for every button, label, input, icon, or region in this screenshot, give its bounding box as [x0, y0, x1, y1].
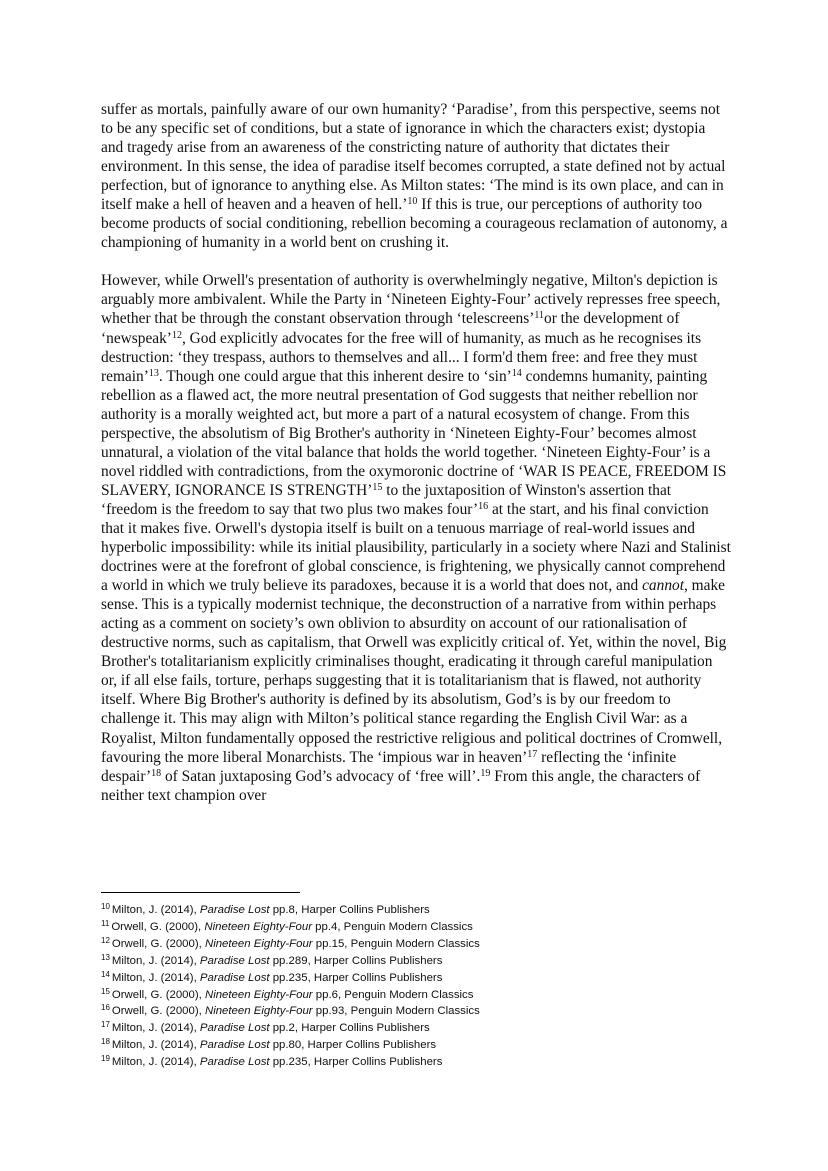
paragraph-2 — [101, 271, 731, 804]
footnote-ref[interactable]: 15 — [372, 481, 383, 493]
footnote-item — [101, 919, 721, 936]
footnote-ref[interactable]: 19 — [480, 767, 491, 779]
paragraph-text: reflecting the ‘infinite despair’ — [101, 748, 677, 785]
footnote-number: 13 — [101, 952, 110, 962]
footnote-author: Milton, J. (2014), — [111, 1022, 200, 1035]
footnote-details: pp.235, Harper Collins Publishers — [269, 971, 443, 984]
footnote-ref[interactable]: 11 — [534, 310, 545, 322]
footnote-ref[interactable]: 17 — [527, 748, 538, 760]
footnote-author: Orwell, G. (2000), — [111, 1005, 205, 1018]
footnote-item — [101, 1003, 721, 1020]
paragraph-text: However, while Orwell's presentation of authority is overwhelmingly negative, Milton's depiction is arguably more ambivalent. While the Party in ‘Nineteen Eighty-Four’ actively represses free speech, whether that be through the constant observation through ‘telescreens’ — [101, 272, 721, 328]
paragraph-text: , make sense. This is a typically modernist technique, the deconstruction of a narrative from within perhaps acting as a comment on society’s own oblivion to absurdity on account of our rationalisation of destructive norms, such as capitalism, that Orwell was explicitly critical of. Yet, within the novel, Big Brother's totalitarianism explicitly criminalises thought, eradicating it through careful manipulation or, if all else fails, torture, perhaps suggesting that it is totalitarianism that is flawed, not authority itself. Where Big Brother's authority is defined by its absolutism, God’s is by our freedom to challenge it. This may align with Milton’s political stance regarding the English Civil War: as a Royalist, Milton fundamentally opposed the restrictive religious and political doctrines of Cromwell, favouring the more liberal Monarchists. The ‘impious war in heaven’ — [101, 577, 727, 766]
footnote-author: Milton, J. (2014), — [111, 971, 200, 984]
footnote-title: Paradise Lost — [199, 1039, 270, 1052]
footnote-author: Orwell, G. (2000), — [111, 920, 205, 933]
paragraph-text: From this angle, the characters of neither text champion over — [101, 767, 701, 804]
footnote-item — [101, 953, 721, 970]
footnote-item — [101, 970, 721, 987]
paragraph-text: , God explicitly advocates for the free will of humanity, as much as he recognises its destruction: ‘they trespass, authors to themselves and all... I form'd them free: and free they must remain’ — [101, 329, 702, 385]
footnote-details: pp.93, Penguin Modern Classics — [312, 1005, 480, 1018]
footnote-number: 10 — [101, 902, 110, 911]
footnote-author: Milton, J. (2014), — [111, 954, 200, 967]
paragraph-text: condemns humanity, painting rebellion as a flawed act, the more neutral presentation of God suggests that neither rebellion nor authority is a morally weighted act, but more a part of a natural ecosystem of change. From this perspective, the absolutism of Big Brother's authority in ‘Nineteen Eighty-Four’ becomes almost unnatural, a violation of the vital balance that holds the world together. ‘Nineteen Eighty-Four’ is a novel riddled with contradictions, from the oxymoronic doctrine of ‘WAR IS PEACE, FREEDOM IS SLAVERY, IGNORANCE IS STRENGTH’ — [101, 367, 727, 499]
footnote-title: Nineteen Eighty-Four — [204, 988, 313, 1001]
emphasis-text: cannot — [642, 577, 684, 595]
footnotes — [101, 902, 721, 1071]
paragraph-text: of Satan juxtaposing God’s advocacy of ‘free will’. — [161, 767, 481, 785]
footnote-item — [101, 1020, 721, 1037]
footnote-number: 17 — [101, 1020, 110, 1030]
footnote-number: 16 — [101, 1003, 110, 1013]
footnote-details: pp.4, Penguin Modern Classics — [312, 920, 473, 933]
paragraph-text: . Though one could argue that this inherent desire to ‘sin’ — [158, 367, 512, 385]
footnote-number: 18 — [101, 1037, 110, 1047]
footnote-number: 19 — [101, 1054, 110, 1064]
footnote-title: Nineteen Eighty-Four — [204, 937, 313, 950]
footnote-number: 15 — [101, 986, 110, 996]
footnote-number: 11 — [101, 918, 110, 928]
footnote-ref[interactable]: 16 — [478, 500, 489, 512]
footnote-author: Orwell, G. (2000), — [111, 988, 205, 1001]
body-text — [101, 100, 731, 805]
footnote-details: pp.235, Harper Collins Publishers — [269, 1056, 443, 1069]
footnote-title: Paradise Lost — [199, 1056, 270, 1069]
footnote-title: Paradise Lost — [199, 904, 270, 916]
footnote-author: Orwell, G. (2000), — [111, 937, 205, 950]
footnote-author: Milton, J. (2014), — [111, 1056, 200, 1069]
footnote-author: Milton, J. (2014), — [111, 904, 200, 916]
footnote-separator — [101, 892, 300, 893]
footnote-title: Paradise Lost — [199, 971, 270, 984]
footnote-item — [101, 936, 721, 953]
footnote-ref[interactable]: 14 — [511, 367, 522, 379]
footnote-title: Paradise Lost — [199, 1022, 270, 1035]
footnote-details: pp.8, Harper Collins Publishers — [269, 904, 430, 916]
footnote-author: Milton, J. (2014), — [111, 1039, 200, 1052]
footnote-ref[interactable]: 10 — [407, 196, 418, 208]
footnote-ref[interactable]: 18 — [151, 767, 162, 779]
paragraph-text: to the juxtaposition of Winston's assertion that ‘freedom is the freedom to say that two plus two makes four’ — [101, 481, 672, 518]
paragraph-text: suffer as mortals, painfully aware of our own humanity? ‘Paradise’, from this perspective, seems not to be any specific set of conditions, but a state of ignorance in which the characters exist; dystopia and tragedy arise from an awareness of the constricting nature of authority that dictates their environment. In this sense, the idea of paradise itself becomes corrupted, a state defined not by actual perfection, but of ignorance to anything else. As Milton states: ‘The mind is its own place, and can in itself make a hell of heaven and a heaven of hell.’ — [101, 101, 726, 214]
footnote-item — [101, 987, 721, 1004]
footnote-item — [101, 1037, 721, 1054]
footnote-title: Nineteen Eighty-Four — [204, 920, 313, 933]
footnote-ref[interactable]: 12 — [171, 329, 182, 341]
footnote-title: Paradise Lost — [199, 954, 270, 967]
footnote-details: pp.289, Harper Collins Publishers — [269, 954, 443, 967]
footnote-ref[interactable]: 13 — [148, 367, 159, 379]
footnote-number: 12 — [101, 935, 110, 945]
footnote-title: Nineteen Eighty-Four — [204, 1005, 313, 1018]
paragraph-1 — [101, 100, 731, 252]
paragraph-text: or the development of ‘newspeak’ — [101, 310, 680, 347]
footnote-number: 14 — [101, 969, 110, 979]
footnote-details: pp.2, Harper Collins Publishers — [269, 1022, 430, 1035]
footnote-details: pp.15, Penguin Modern Classics — [312, 937, 480, 950]
footnote-details: pp.80, Harper Collins Publishers — [269, 1039, 437, 1052]
footnote-item — [101, 1054, 721, 1071]
paragraph-text: at the start, and his final conviction that it makes five. Orwell's dystopia itself is built on a tenuous marriage of real-world issues and hyperbolic impossibility: while its initial plausibility, particularly in a society where Nazi and Stalinist doctrines were at the forefront of global conscience, is frightening, we physically cannot comprehend a world in which we truly believe its paradoxes, because it is a world that does not, and — [101, 500, 731, 595]
footnote-item — [101, 902, 721, 919]
footnote-details: pp.6, Penguin Modern Classics — [312, 988, 474, 1001]
paragraph-text: If this is true, our perceptions of authority too become products of social conditioning, rebellion becoming a courageous reclamation of autonomy, a championing of humanity in a world bent on crushing it. — [101, 196, 728, 252]
